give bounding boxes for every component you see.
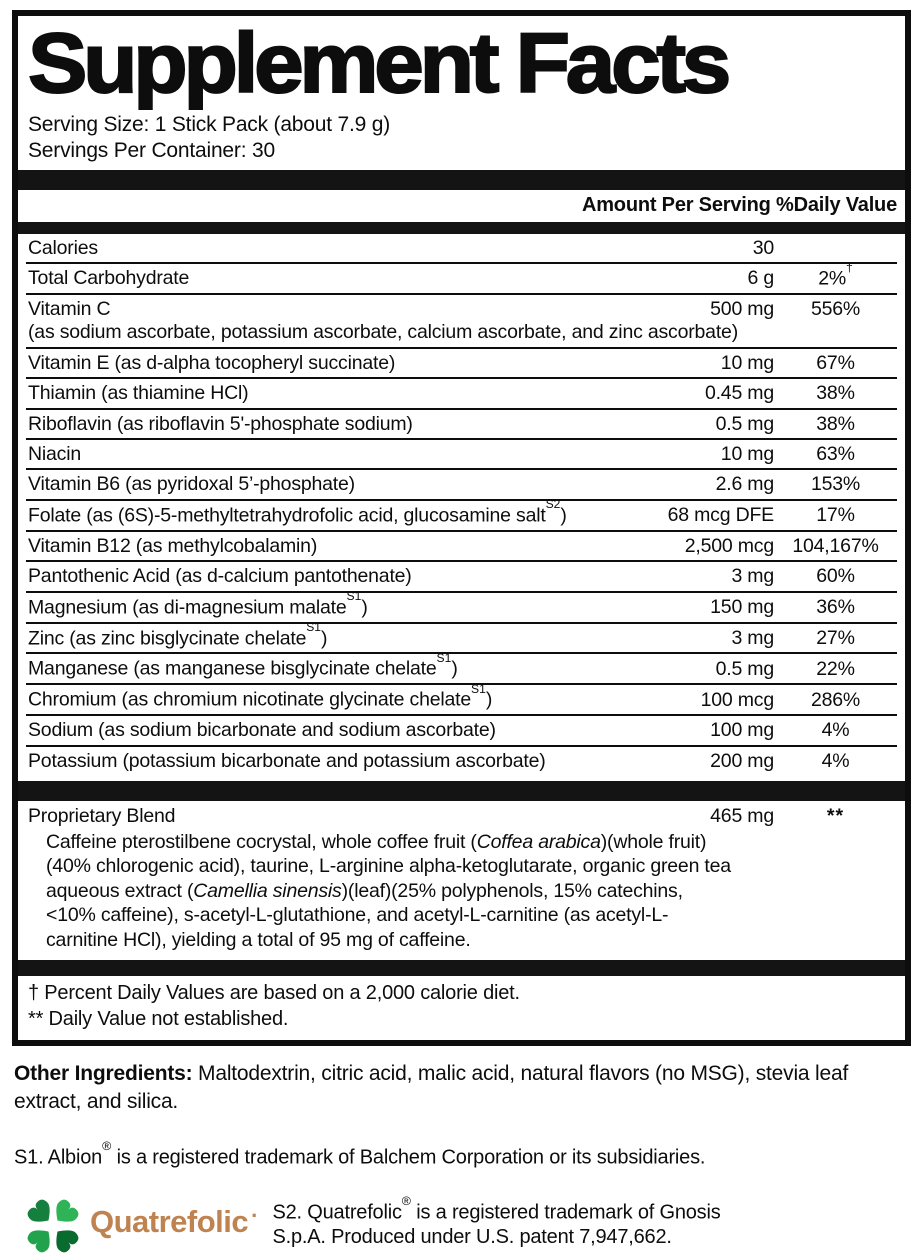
nutrient-row-main — [26, 651, 897, 680]
panel-title: Supplement Facts — [28, 16, 728, 110]
nutrient-name: Vitamin B12 (as methylcobalamin) — [28, 534, 318, 557]
footnote-dv-not-established: ** Daily Value not established. — [28, 1008, 289, 1031]
nutrient-name: Folate (as (6S)-5-methyltetrahydrofolic acid, glucosamine salt$^{S2}$) — [28, 497, 567, 527]
nutrient-row-main — [26, 237, 897, 259]
nutrient-daily-value: 38% — [816, 382, 855, 405]
nutrient-name: Pantothenic Acid (as d-calcium pantothenate) — [28, 565, 412, 588]
blend-amount: 465 mg — [710, 805, 774, 828]
blend-species-italic: Coffea arabica — [476, 830, 601, 853]
nutrient-amount: 500 mg — [710, 297, 774, 320]
nutrient-row-main — [26, 473, 897, 495]
nutrient-row — [26, 293, 897, 347]
nutrient-row — [26, 347, 897, 377]
nutrient-row-main — [26, 298, 897, 320]
nutrient-name: Chromium (as chromium nicotinate glycinate chelate$^{S1}$) — [28, 681, 493, 711]
footnote-daily-values: † Percent Daily Values are based on a 2,000 calorie diet. — [28, 982, 520, 1005]
nutrient-row-main — [26, 565, 897, 587]
nutrient-row-main — [26, 260, 897, 290]
nutrient-name: Sodium (as sodium bicarbonate and sodium ascorbate) — [28, 719, 496, 742]
divider-bar-footnote-top — [18, 960, 905, 976]
nutrient-row — [26, 408, 897, 438]
nutrient-daily-value: 38% — [816, 412, 855, 435]
nutrient-row-main — [26, 535, 897, 557]
nutrient-row — [26, 530, 897, 560]
registered-trademark-symbol: ® — [102, 1139, 112, 1154]
blend-description-text: )(whole fruit)(40% chlorogenic acid), taurine, L-arginine alpha-ketoglutarate, organic green tea aqueous extract ( — [46, 830, 731, 902]
column-header: Amount Per Serving %Daily Value — [581, 193, 897, 216]
nutrient-daily-value: 63% — [816, 442, 855, 465]
nutrient-row — [26, 622, 897, 653]
nutrient-row-main — [26, 589, 897, 619]
nutrient-name: Vitamin B6 (as pyridoxal 5’-phosphate) — [28, 473, 355, 496]
quatrefolic-wordmark-wrap — [90, 1203, 259, 1239]
nutrient-amount: 2,500 mcg — [684, 534, 774, 557]
nutrient-row-main — [26, 620, 897, 650]
nutrient-name-superscript: S1 — [346, 589, 362, 604]
nutrient-row — [26, 683, 897, 714]
nutrient-name-superscript: S2 — [545, 497, 561, 512]
nutrient-name-superscript: S1 — [306, 620, 322, 635]
nutrient-daily-value: 2%† — [818, 260, 853, 290]
blend-description — [46, 830, 734, 953]
quatrefolic-wordmark-dot: · — [251, 1203, 259, 1229]
nutrient-name: Riboflavin (as riboflavin 5'-phosphate sodium) — [28, 412, 413, 435]
other-ingredients — [14, 1060, 909, 1115]
nutrient-row-main — [26, 413, 897, 435]
nutrient-row-main — [26, 443, 897, 465]
blend-name: Proprietary Blend — [28, 805, 176, 828]
serving-size-line: Serving Size: 1 Stick Pack (about 7.9 g) — [28, 113, 391, 137]
nutrient-row — [26, 377, 897, 407]
daily-value-dagger: † — [846, 260, 853, 275]
nutrient-row — [26, 468, 897, 498]
nutrient-daily-value: 556% — [810, 297, 861, 320]
nutrient-daily-value: 104,167% — [792, 534, 879, 557]
nutrient-row-main — [26, 750, 897, 772]
registered-trademark-symbol: ® — [401, 1194, 411, 1209]
nutrient-row-main — [26, 497, 897, 527]
nutrient-daily-value: 27% — [816, 627, 855, 650]
blend-species-italic: Camellia sinensis — [193, 879, 342, 902]
nutrient-name-superscript: S1 — [471, 681, 486, 696]
nutrient-amount: 3 mg — [731, 565, 774, 588]
nutrient-amount: 150 mg — [710, 596, 774, 619]
nutrient-row — [26, 591, 897, 622]
nutrient-amount: 2.6 mg — [715, 473, 774, 496]
nutrient-amount: 10 mg — [720, 442, 774, 465]
nutrient-amount: 10 mg — [720, 351, 774, 374]
other-ingredients-text: Maltodextrin, citric acid, malic acid, natural flavors (no MSG), stevia leaf extract, and silica. — [14, 1062, 849, 1113]
blend-dv: ** — [826, 805, 845, 828]
nutrient-name: Thiamin (as thiamine HCl) — [28, 382, 249, 405]
nutrient-row-main — [26, 382, 897, 404]
footnotes — [26, 976, 897, 1034]
nutrient-amount: 0.45 mg — [704, 382, 774, 405]
nutrient-name: Manganese (as manganese bisglycinate chelate$^{S1}$) — [28, 651, 458, 680]
nutrient-amount: 0.5 mg — [715, 657, 774, 680]
nutrient-name: Vitamin E (as d-alpha tocopheryl succinate) — [28, 351, 396, 374]
quatrefolic-wordmark: Quatrefolic — [90, 1203, 249, 1239]
nutrient-daily-value: 4% — [821, 749, 850, 772]
trademark-note-text: S2. Quatrefolic — [272, 1201, 402, 1224]
nutrient-daily-value: 4% — [821, 719, 850, 742]
blend-description-text: )(leaf)(25% polyphenols, 15% catechins, <10% caffeine), s-acetyl-L-glutathione, and acetyl-L-carnitine (as acetyl-L-carnitine HCl), yielding a total of 95 mg of caffeine. — [46, 879, 683, 951]
nutrient-amount: 100 mg — [710, 719, 774, 742]
nutrient-daily-value: 153% — [810, 473, 861, 496]
s2-trademark-note — [272, 1194, 744, 1251]
trademark-note-text: is a registered trademark of Gnosis S.p.A. Produced under U.S. patent 7,947,662. — [272, 1201, 721, 1249]
nutrient-daily-value: 22% — [816, 657, 855, 680]
quatrefolic-logo-row — [22, 1196, 923, 1256]
nutrient-amount: 200 mg — [710, 749, 774, 772]
nutrient-amount: 0.5 mg — [715, 412, 774, 435]
nutrient-row — [26, 652, 897, 683]
nutrient-row-main — [26, 719, 897, 741]
other-ingredients-label: Other Ingredients: — [14, 1062, 193, 1086]
nutrient-daily-value: 60% — [816, 565, 855, 588]
blend-description-text: Caffeine pterostilbene cocrystal, whole coffee fruit ( — [46, 830, 477, 853]
proprietary-blend-row — [26, 805, 897, 827]
nutrient-amount: 68 mcg DFE — [667, 504, 774, 527]
nutrient-source-subline: (as sodium ascorbate, potassium ascorbate, calcium ascorbate, and zinc ascorbate) — [28, 321, 738, 344]
nutrient-row — [26, 234, 897, 262]
nutrient-row-main — [26, 681, 897, 711]
nutrient-name: Niacin — [28, 442, 81, 465]
nutrient-row-main — [26, 352, 897, 374]
nutrient-amount: 6 g — [747, 267, 774, 290]
nutrient-row — [26, 745, 897, 775]
nutrient-table — [26, 234, 897, 776]
nutrient-daily-value: 36% — [816, 596, 855, 619]
nutrient-name: Potassium (potassium bicarbonate and potassium ascorbate) — [28, 749, 546, 772]
nutrient-daily-value: 286% — [810, 688, 861, 711]
nutrient-name: Total Carbohydrate — [28, 267, 190, 290]
nutrient-daily-value: 67% — [816, 351, 855, 374]
nutrient-name: Vitamin C — [28, 297, 111, 320]
nutrient-name: Calories — [28, 236, 98, 259]
servings-per-container-line: Servings Per Container: 30 — [28, 138, 275, 162]
divider-bar-blend-top — [18, 781, 905, 801]
nutrient-row — [26, 499, 897, 530]
s1-trademark-note — [14, 1139, 909, 1170]
nutrient-name: Magnesium (as di-magnesium malate$^{S1}$) — [28, 589, 368, 619]
proprietary-blend-section — [26, 801, 897, 958]
nutrient-daily-value: 17% — [816, 504, 855, 527]
nutrient-row — [26, 438, 897, 468]
nutrient-amount: 3 mg — [731, 627, 774, 650]
nutrient-name-superscript: S1 — [436, 651, 452, 665]
nutrient-row — [26, 560, 897, 590]
nutrient-amount: 30 — [752, 236, 774, 259]
divider-bar-thick — [18, 170, 905, 190]
nutrient-row — [26, 262, 897, 293]
nutrient-row — [26, 714, 897, 744]
divider-bar-thin — [18, 222, 905, 234]
supplement-facts-panel — [12, 10, 911, 1046]
nutrient-name: Zinc (as zinc bisglycinate chelate$^{S1}$) — [28, 620, 328, 650]
nutrient-amount: 100 mcg — [700, 688, 774, 711]
clover-icon — [22, 1198, 86, 1256]
trademark-note-text: S1. Albion — [14, 1146, 103, 1169]
trademark-note-text: is a registered trademark of Balchem Corporation or its subsidiaries. — [111, 1146, 706, 1169]
